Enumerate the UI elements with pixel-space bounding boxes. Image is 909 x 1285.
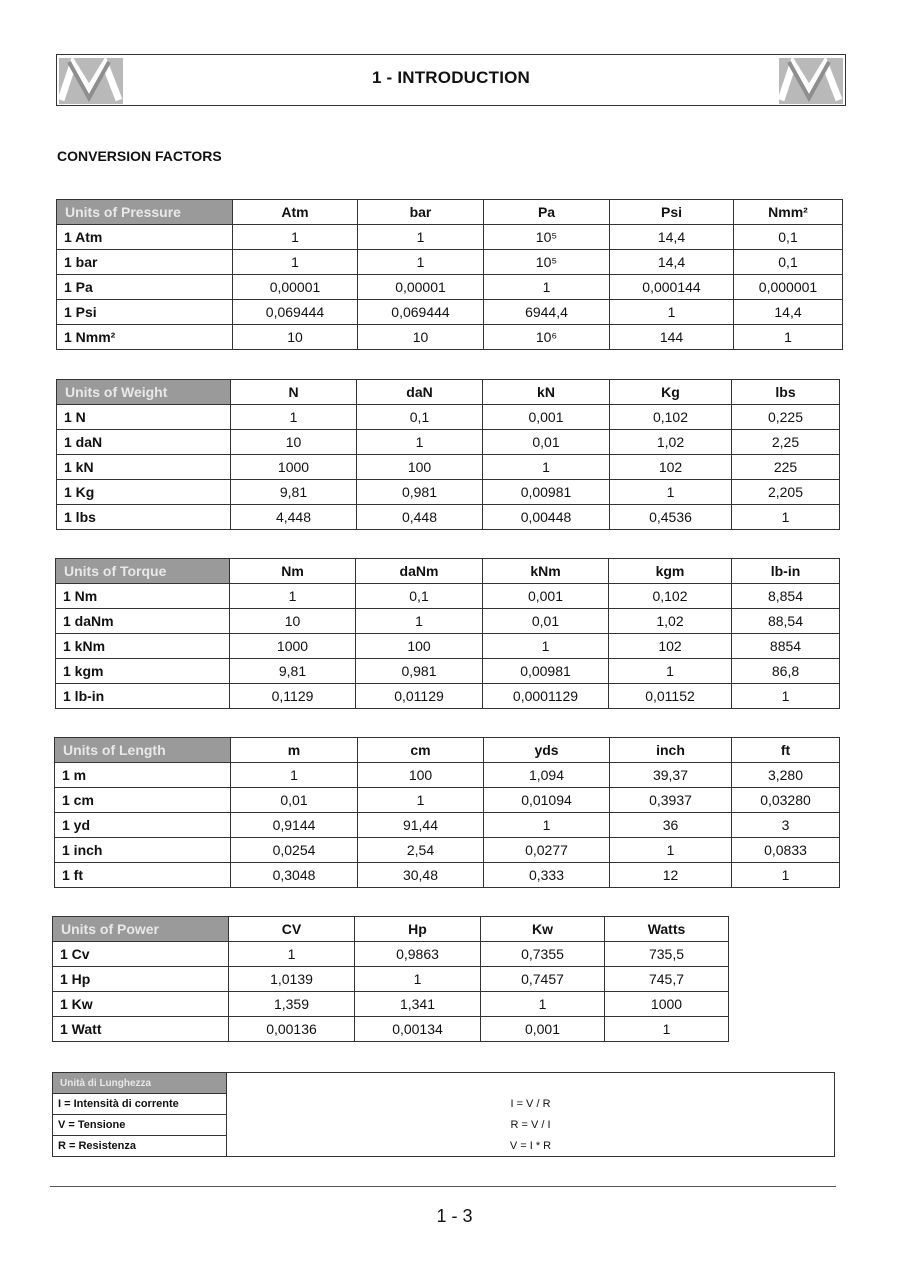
table-cell: 1: [610, 300, 734, 325]
vm-logo-icon: [779, 58, 843, 104]
table-cell: 0,7355: [481, 942, 605, 967]
table-cell: 0,00001: [233, 275, 358, 300]
table-corner-label: Units of Power: [53, 917, 229, 942]
column-header: cm: [358, 738, 484, 763]
table-cell: 10⁵: [484, 250, 610, 275]
column-header: lbs: [732, 380, 840, 405]
table-cell: 0,01129: [356, 684, 483, 709]
table-cell: 0,00001: [358, 275, 484, 300]
table-cell: 1: [231, 763, 358, 788]
row-header: 1 kN: [57, 455, 231, 480]
row-header: 1 kgm: [56, 659, 230, 684]
table-row: [57, 325, 843, 350]
table-cell: 0,3048: [231, 863, 358, 888]
row-header: 1 daN: [57, 430, 231, 455]
page-number: 1 - 3: [436, 1206, 473, 1226]
table-cell: 0,00136: [229, 1017, 355, 1042]
table-cell: 0,102: [610, 405, 732, 430]
table-header-row: [53, 917, 729, 942]
pressure-table: [56, 199, 843, 350]
table-row: [56, 659, 840, 684]
column-header: N: [231, 380, 357, 405]
table-cell: 1: [356, 609, 483, 634]
table-header-row: [53, 1073, 835, 1094]
column-header: Nmm²: [734, 200, 843, 225]
table-cell: 0,448: [357, 505, 483, 530]
table-cell: 86,8: [732, 659, 840, 684]
table-cell: 0,0277: [484, 838, 610, 863]
column-header: CV: [229, 917, 355, 942]
row-header: 1 bar: [57, 250, 233, 275]
table-cell: 1: [605, 1017, 729, 1042]
table-cell: 1: [358, 225, 484, 250]
table-cell: 1: [231, 405, 357, 430]
column-header: daNm: [356, 559, 483, 584]
table-cell: 0,01152: [609, 684, 732, 709]
table-cell: 1: [732, 684, 840, 709]
row-header: 1 Nmm²: [57, 325, 233, 350]
table-cell: 0,03280: [732, 788, 840, 813]
table-cell: 10⁵: [484, 225, 610, 250]
table-cell: 0,01: [483, 609, 609, 634]
table-row: [53, 1115, 835, 1136]
table-cell: 100: [358, 763, 484, 788]
table-cell: 10: [233, 325, 358, 350]
table-cell: 1: [233, 250, 358, 275]
table-cell: 100: [356, 634, 483, 659]
table-cell: 0,102: [609, 584, 732, 609]
table-row: [55, 813, 840, 838]
table-row: [57, 405, 840, 430]
column-header: m: [231, 738, 358, 763]
table-cell: 2,54: [358, 838, 484, 863]
table-cell: 0,225: [732, 405, 840, 430]
table-cell: 0,01094: [484, 788, 610, 813]
table-corner-label: Units of Pressure: [57, 200, 233, 225]
table-cell: 0,00134: [355, 1017, 481, 1042]
table-corner-label: Units of Length: [55, 738, 231, 763]
table-row: [53, 992, 729, 1017]
page-header: [56, 54, 846, 106]
table-cell: 8854: [732, 634, 840, 659]
table-cell: 0,069444: [233, 300, 358, 325]
table-cell: 1: [609, 659, 732, 684]
table-cell: 1: [481, 992, 605, 1017]
table-cell: 1: [732, 505, 840, 530]
table-cell: 0,1: [356, 584, 483, 609]
power-table: [52, 916, 729, 1042]
formula-cell: I = V / R: [227, 1094, 835, 1115]
table-cell: 10: [231, 430, 357, 455]
table-cell: 1: [483, 634, 609, 659]
table-cell: 0,1: [734, 225, 843, 250]
table-cell: 0,001: [483, 584, 609, 609]
table-cell: 3: [732, 813, 840, 838]
table-cell: 0,9144: [231, 813, 358, 838]
column-header: Kg: [610, 380, 732, 405]
table-cell: 1,359: [229, 992, 355, 1017]
row-header: I = Intensità di corrente: [53, 1094, 227, 1115]
table-cell: 1: [610, 838, 732, 863]
table-cell: 0,00981: [483, 480, 610, 505]
table-cell: 1: [483, 455, 610, 480]
table-header-row: [57, 380, 840, 405]
table-cell: 0,1: [734, 250, 843, 275]
table-cell: 0,001: [481, 1017, 605, 1042]
table-cell: 0,00981: [483, 659, 609, 684]
table-cell: 9,81: [231, 480, 357, 505]
column-header: Nm: [230, 559, 356, 584]
row-header: 1 yd: [55, 813, 231, 838]
table-cell: 12: [610, 863, 732, 888]
column-header: ft: [732, 738, 840, 763]
row-header: 1 kNm: [56, 634, 230, 659]
length-table: [54, 737, 840, 888]
table-cell: 1: [610, 480, 732, 505]
table-header-row: [55, 738, 840, 763]
row-header: 1 m: [55, 763, 231, 788]
table-cell: 0,00448: [483, 505, 610, 530]
row-header: 1 Psi: [57, 300, 233, 325]
row-header: 1 inch: [55, 838, 231, 863]
table-cell: 3,280: [732, 763, 840, 788]
table-cell: 100: [357, 455, 483, 480]
table-cell: 39,37: [610, 763, 732, 788]
table-cell: 745,7: [605, 967, 729, 992]
row-header: 1 N: [57, 405, 231, 430]
table-cell: 0,4536: [610, 505, 732, 530]
table-cell: 1: [358, 250, 484, 275]
table-cell: 0,0833: [732, 838, 840, 863]
table-cell: 0,3937: [610, 788, 732, 813]
table-row: [53, 1094, 835, 1115]
table-row: [53, 1136, 835, 1157]
table-cell: 91,44: [358, 813, 484, 838]
table-row: [53, 967, 729, 992]
table-cell: 735,5: [605, 942, 729, 967]
table-cell: 30,48: [358, 863, 484, 888]
table-cell: 1: [357, 430, 483, 455]
table-row: [57, 505, 840, 530]
table-header-row: [57, 200, 843, 225]
table-row: [56, 684, 840, 709]
table-cell: 4,448: [231, 505, 357, 530]
row-header: V = Tensione: [53, 1115, 227, 1136]
row-header: 1 cm: [55, 788, 231, 813]
table-cell: 102: [609, 634, 732, 659]
table-row: [55, 763, 840, 788]
table-cell: 1,0139: [229, 967, 355, 992]
column-header: Pa: [484, 200, 610, 225]
row-header: 1 Nm: [56, 584, 230, 609]
table-cell: 2,205: [732, 480, 840, 505]
column-header: lb-in: [732, 559, 840, 584]
table-cell: 0,333: [484, 863, 610, 888]
table-cell: 9,81: [230, 659, 356, 684]
formula-cell: V = I * R: [227, 1136, 835, 1157]
table-row: [56, 634, 840, 659]
row-header: 1 Hp: [53, 967, 229, 992]
table-row: [56, 609, 840, 634]
table-cell: 0,1129: [230, 684, 356, 709]
table-cell: 1: [233, 225, 358, 250]
table-cell: 0,000001: [734, 275, 843, 300]
row-header: 1 daNm: [56, 609, 230, 634]
weight-table: [56, 379, 840, 530]
table-cell: 1: [484, 813, 610, 838]
table-cell: 1: [230, 584, 356, 609]
footer-divider: [50, 1186, 836, 1187]
column-header: Kw: [481, 917, 605, 942]
table-cell: 88,54: [732, 609, 840, 634]
table-cell: 10: [358, 325, 484, 350]
table-row: [53, 1017, 729, 1042]
table-cell: 8,854: [732, 584, 840, 609]
table-header-row: [56, 559, 840, 584]
column-header: daN: [357, 380, 483, 405]
column-header: Hp: [355, 917, 481, 942]
row-header: 1 Watt: [53, 1017, 229, 1042]
table-row: [57, 430, 840, 455]
column-header: yds: [484, 738, 610, 763]
table-cell: 144: [610, 325, 734, 350]
table-row: [57, 250, 843, 275]
table-cell: 1000: [605, 992, 729, 1017]
table-cell: 0,01: [231, 788, 358, 813]
table-cell: 14,4: [610, 225, 734, 250]
column-header: bar: [358, 200, 484, 225]
table-cell: 0,9863: [355, 942, 481, 967]
table-cell: 0,0254: [231, 838, 358, 863]
table-cell: 1: [355, 967, 481, 992]
column-header: Atm: [233, 200, 358, 225]
table-corner-label: Units of Weight: [57, 380, 231, 405]
column-header: kNm: [483, 559, 609, 584]
table-cell: 1: [734, 325, 843, 350]
column-header: Psi: [610, 200, 734, 225]
table-cell: 0,981: [356, 659, 483, 684]
table-cell: 14,4: [734, 300, 843, 325]
column-header: kN: [483, 380, 610, 405]
row-header: 1 lb-in: [56, 684, 230, 709]
table-cell: 1,341: [355, 992, 481, 1017]
table-cell: 1000: [231, 455, 357, 480]
table-row: [57, 225, 843, 250]
table-cell: 0,001: [483, 405, 610, 430]
table-cell: 0,7457: [481, 967, 605, 992]
row-header: R = Resistenza: [53, 1136, 227, 1157]
table-cell: 1000: [230, 634, 356, 659]
table-cell: 0,069444: [358, 300, 484, 325]
section-title: CONVERSION FACTORS: [57, 148, 222, 164]
table-row: [57, 480, 840, 505]
table-cell: 0,000144: [610, 275, 734, 300]
table-cell: 1,02: [609, 609, 732, 634]
table-row: [57, 275, 843, 300]
table-cell: 10⁶: [484, 325, 610, 350]
table-row: [53, 942, 729, 967]
table-row: [56, 584, 840, 609]
formula-cell: R = V / I: [227, 1115, 835, 1136]
formula-cell-empty: [227, 1073, 835, 1094]
row-header: 1 Atm: [57, 225, 233, 250]
row-header: 1 Kg: [57, 480, 231, 505]
electric-table: [52, 1072, 835, 1157]
page-title: 1 - INTRODUCTION: [371, 68, 531, 87]
table-cell: 1: [358, 788, 484, 813]
table-cell: 0,01: [483, 430, 610, 455]
row-header: 1 ft: [55, 863, 231, 888]
table-cell: 1,02: [610, 430, 732, 455]
table-cell: 1: [484, 275, 610, 300]
table-corner-label: Unità di Lunghezza: [53, 1073, 227, 1094]
table-cell: 1: [732, 863, 840, 888]
table-row: [57, 300, 843, 325]
torque-table: [55, 558, 840, 709]
table-row: [55, 863, 840, 888]
row-header: 1 Cv: [53, 942, 229, 967]
row-header: 1 Pa: [57, 275, 233, 300]
table-cell: 2,25: [732, 430, 840, 455]
column-header: Watts: [605, 917, 729, 942]
table-cell: 1: [229, 942, 355, 967]
column-header: inch: [610, 738, 732, 763]
table-cell: 14,4: [610, 250, 734, 275]
table-corner-label: Units of Torque: [56, 559, 230, 584]
table-cell: 0,981: [357, 480, 483, 505]
column-header: kgm: [609, 559, 732, 584]
table-row: [55, 838, 840, 863]
row-header: 1 lbs: [57, 505, 231, 530]
table-cell: 10: [230, 609, 356, 634]
table-cell: 6944,4: [484, 300, 610, 325]
table-cell: 0,0001129: [483, 684, 609, 709]
table-cell: 102: [610, 455, 732, 480]
table-cell: 36: [610, 813, 732, 838]
table-cell: 1,094: [484, 763, 610, 788]
table-cell: 225: [732, 455, 840, 480]
row-header: 1 Kw: [53, 992, 229, 1017]
table-row: [55, 788, 840, 813]
table-cell: 0,1: [357, 405, 483, 430]
table-row: [57, 455, 840, 480]
